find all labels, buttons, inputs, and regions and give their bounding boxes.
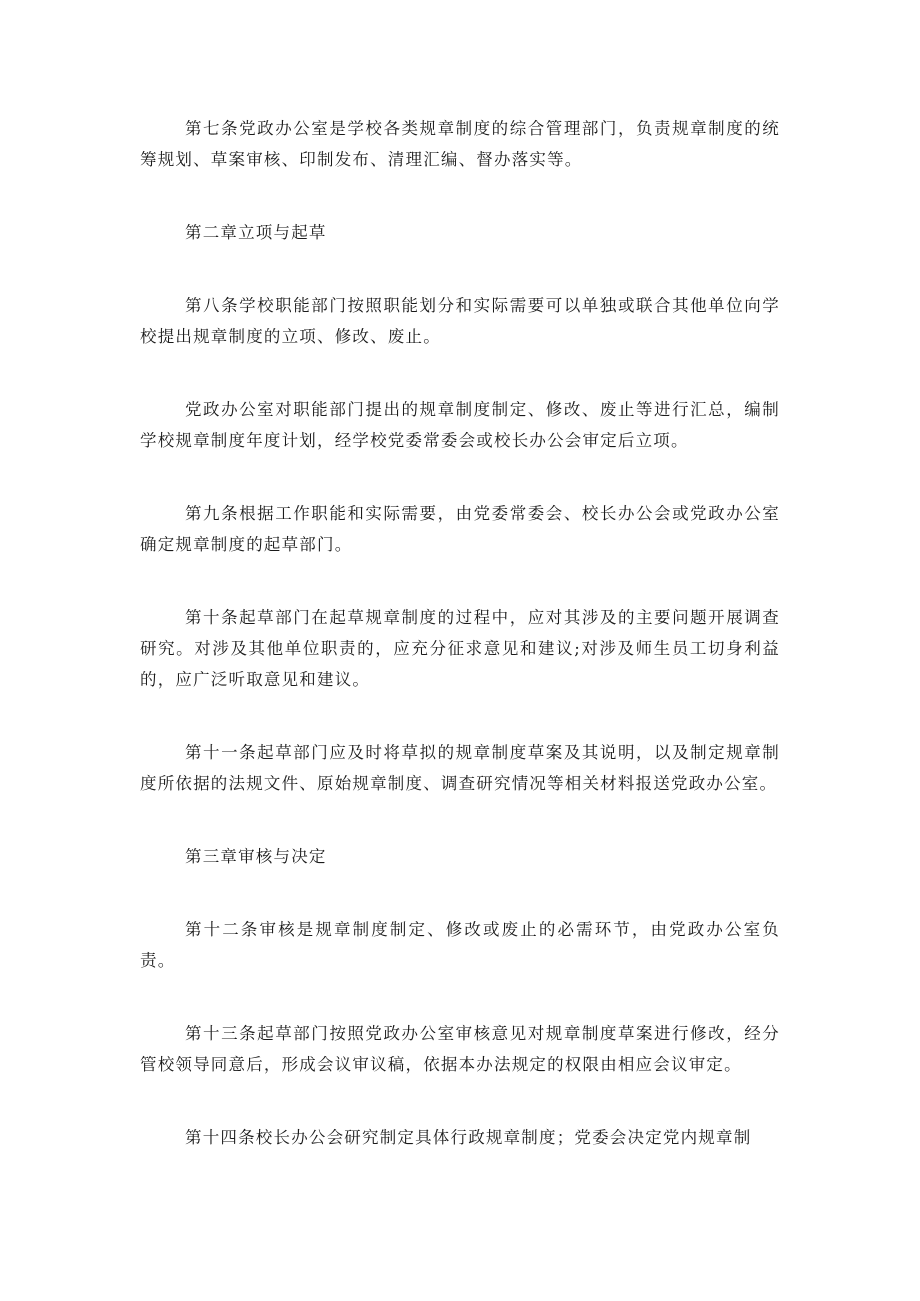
- document-body: [140, 113, 780, 1195]
- chapter-3-heading: 第三章审核与决定: [185, 847, 327, 866]
- article-7: 第七条党政办公室是学校各类规章制度的综合管理部门，负责规章制度的统筹规划、草案审核、印制发布、清理汇编、督办落实等。: [140, 119, 780, 169]
- article-10: 第十条起草部门在起草规章制度的过程中，应对其涉及的主要问题开展调查研究。对涉及其他单位职责的，应充分征求意见和建议;对涉及师生员工切身利益的，应广泛听取意见和建议。: [140, 608, 780, 689]
- article-8: 第八条学校职能部门按照职能划分和实际需要可以单独或联合其他单位向学校提出规章制度的立项、修改、废止。: [140, 296, 780, 346]
- article-8-paragraph-2: 党政办公室对职能部门提出的规章制度制定、修改、废止等进行汇总，编制学校规章制度年度计划，经学校党委常委会或校长办公会审定后立项。: [140, 400, 780, 450]
- chapter-2-heading: 第二章立项与起草: [185, 223, 327, 242]
- article-11: 第十一条起草部门应及时将草拟的规章制度草案及其说明，以及制定规章制度所依据的法规文件、原始规章制度、调查研究情况等相关材料报送党政办公室。: [140, 743, 780, 793]
- article-9: 第九条根据工作职能和实际需要，由党委常委会、校长办公会或党政办公室确定规章制度的起草部门。: [140, 504, 780, 554]
- article-14: 第十四条校长办公会研究制定具体行政规章制度；党委会决定党内规章制: [185, 1128, 752, 1147]
- article-13: 第十三条起草部门按照党政办公室审核意见对规章制度草案进行修改，经分管校领导同意后，形成会议审议稿，依据本办法规定的权限由相应会议审定。: [140, 1024, 780, 1074]
- article-12: 第十二条审核是规章制度制定、修改或废止的必需环节，由党政办公室负责。: [140, 920, 780, 970]
